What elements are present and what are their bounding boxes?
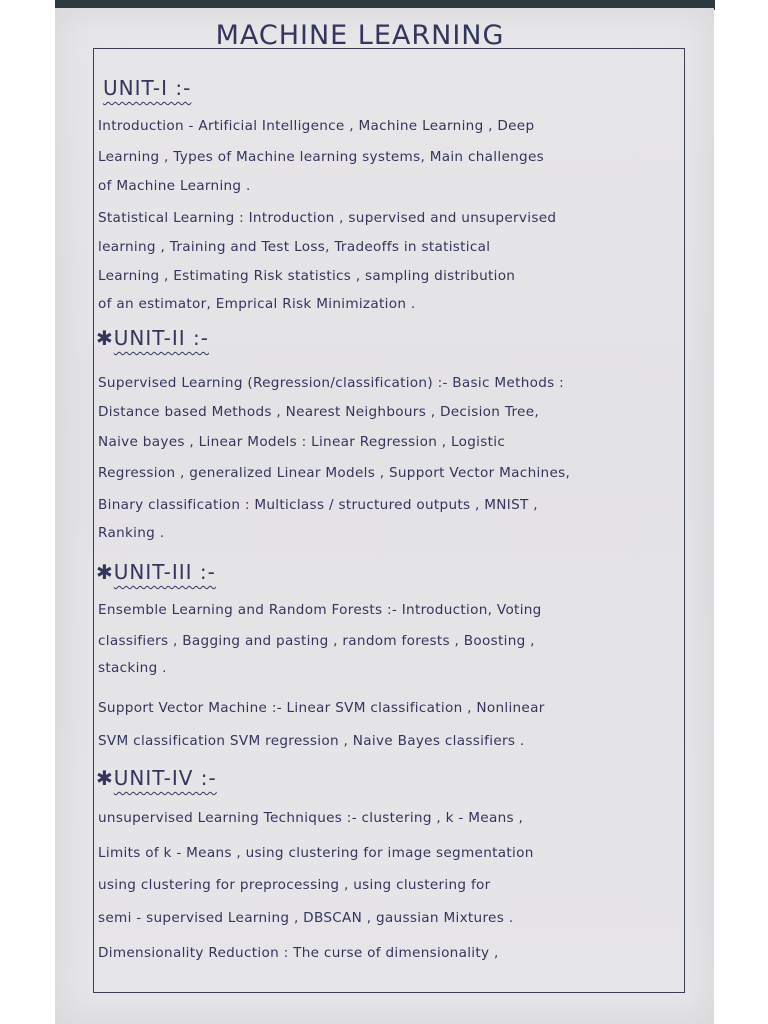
unit-4-heading: ✱UNIT-IV :-: [96, 766, 217, 790]
text-line: SVM classification SVM regression , Naive Bayes classifiers .: [98, 733, 525, 749]
text-line: Dimensionality Reduction : The curse of dimensionality ,: [98, 945, 499, 961]
text-line: Ranking .: [98, 525, 165, 541]
text-line: Support Vector Machine :- Linear SVM classification , Nonlinear: [98, 700, 545, 716]
page-title: MACHINE LEARNING: [215, 20, 505, 51]
text-line: of an estimator, Emprical Risk Minimization .: [98, 296, 416, 312]
text-line: Learning , Types of Machine learning systems, Main challenges: [98, 149, 544, 165]
text-line: classifiers , Bagging and pasting , random forests , Boosting ,: [98, 633, 535, 649]
text-line: learning , Training and Test Loss, Tradeoffs in statistical: [98, 239, 491, 255]
text-line: Binary classification : Multiclass / structured outputs , MNIST ,: [98, 497, 538, 513]
text-line: stacking .: [98, 660, 167, 676]
text-line: of Machine Learning .: [98, 178, 251, 194]
text-line: unsupervised Learning Techniques :- clustering , k - Means ,: [98, 810, 524, 826]
text-line: Regression , generalized Linear Models , Support Vector Machines,: [98, 465, 571, 481]
unit-2-heading: ✱UNIT-II :-: [96, 326, 209, 350]
text-line: Distance based Methods , Nearest Neighbours , Decision Tree,: [98, 404, 539, 420]
text-line: using clustering for preprocessing , using clustering for: [98, 877, 491, 893]
unit-3-heading: ✱UNIT-III :-: [96, 560, 216, 584]
text-line: Supervised Learning (Regression/classification) :- Basic Methods :: [98, 375, 565, 391]
text-line: Limits of k - Means , using clustering for image segmentation: [98, 845, 534, 861]
text-line: Statistical Learning : Introduction , supervised and unsupervised: [98, 210, 557, 226]
text-line: Naive bayes , Linear Models : Linear Regression , Logistic: [98, 434, 506, 450]
text-line: Ensemble Learning and Random Forests :- Introduction, Voting: [98, 602, 542, 618]
text-line: Introduction - Artificial Intelligence , Machine Learning , Deep: [98, 118, 535, 134]
unit-1-heading: UNIT-I :-: [103, 76, 192, 100]
text-line: semi - supervised Learning , DBSCAN , gaussian Mixtures .: [98, 910, 514, 926]
text-line: Learning , Estimating Risk statistics , sampling distribution: [98, 268, 516, 284]
